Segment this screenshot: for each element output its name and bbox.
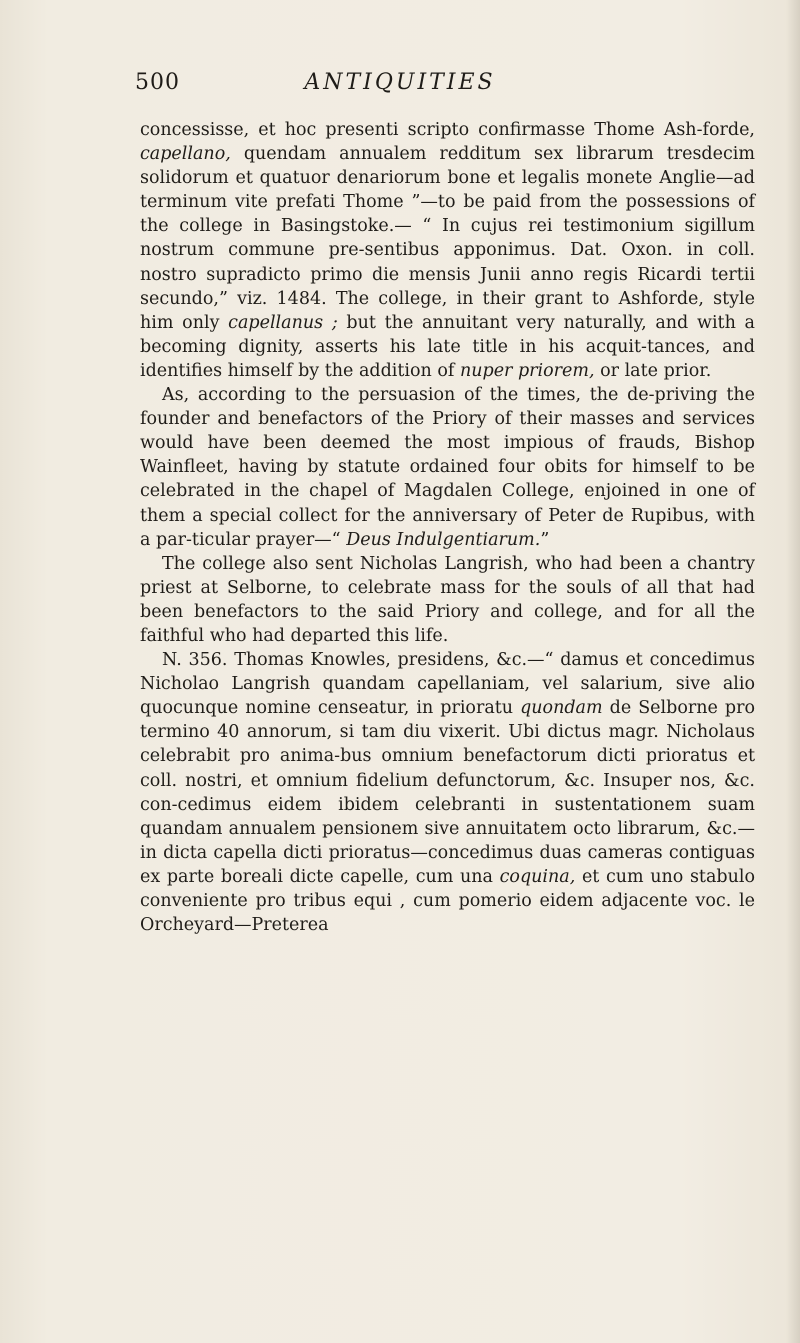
italic-text-run: Deus Indulgentiarum. — [346, 529, 541, 550]
italic-text-run: capellano, — [140, 144, 231, 165]
italic-text-run: coquina, — [499, 866, 576, 887]
paragraph — [140, 118, 755, 383]
italic-text-run: nuper priorem, — [459, 360, 595, 381]
page-edge-shadow — [786, 0, 800, 1343]
text-run: ” — [540, 529, 550, 550]
paragraph — [140, 552, 755, 648]
text-run: concessisse, et hoc presenti scripto confirmasse Thome Ash-forde, — [140, 120, 755, 140]
paragraph — [140, 648, 755, 937]
body-text — [140, 118, 755, 937]
italic-text-run: quondam — [520, 698, 603, 719]
text-run: As, according to the persuasion of the times, the de-priving the founder and benefactors of the Priory of their masses and services would have been deemed the most impious of frauds, Bishop Wainfleet, having by statute ordained four obits for himself to be celebrated in the chapel of Magdalen College, enjoined in one of them a special collect for the anniversary of Peter de Rupibus, with a par-ticular prayer—“ — [140, 385, 755, 550]
text-run: et cum uno stabulo conveniente pro tribus equi , cum pomerio eidem adjacente voc. le Orcheyard—Preterea — [140, 866, 755, 936]
text-run: de Selborne pro termino 40 annorum, si tam diu vixerit. Ubi dictus magr. Nicholaus celebrabit pro anima-bus omnium benefactorum dicti prioratus et coll. nostri, et omnium fidelium defunctorum, &c. Insuper nos, &c. con-cedimus eidem ibidem celebranti in sustentationem suam quandam annualem pensionem sive annuitatem octo librarum, &c.—in dicta capella dicti prioratus—concedimus duas cameras contiguas ex parte boreali dicte capelle, cum una — [140, 698, 755, 887]
paragraph — [140, 383, 755, 552]
text-run: or late prior. — [594, 360, 712, 381]
page-number: 500 — [135, 70, 180, 95]
italic-text-run: capellanus ; — [228, 312, 338, 333]
text-run: N. 356. Thomas Knowles, presidens, &c.—“ damus et concedimus Nicholao Langrish quandam capellaniam, vel salarium, sive alio quocunque nomine censeatur, in prioratu — [140, 650, 755, 719]
text-run: The college also sent Nicholas Langrish, who had been a chantry priest at Selborne, to celebrate mass for the souls of all that had been benefactors to the said Priory and college, and for all the faithful who had departed this life. — [140, 553, 755, 646]
text-run: but the annuitant very naturally, and with a becoming dignity, asserts his late title in his acquit-tances, and identifies himself by the addition of — [140, 312, 755, 381]
running-title: ANTIQUITIES — [304, 70, 496, 95]
text-run: quendam annualem redditum sex librarum tresdecim solidorum et quatuor denariorum bone et legalis monete Anglie—ad terminum vite prefati Thome ”—to be paid from the possessions of the college in Basingstoke.— “ In cujus rei testimonium sigillum nostrum commune pre-sentibus apponimus. Dat. Oxon. in coll. nostro supradicto primo die mensis Junii anno regis Ricardi tertii secundo,” viz. 1484. The college, in their grant to Ashforde, style him only — [140, 144, 755, 333]
page-header — [0, 70, 800, 110]
